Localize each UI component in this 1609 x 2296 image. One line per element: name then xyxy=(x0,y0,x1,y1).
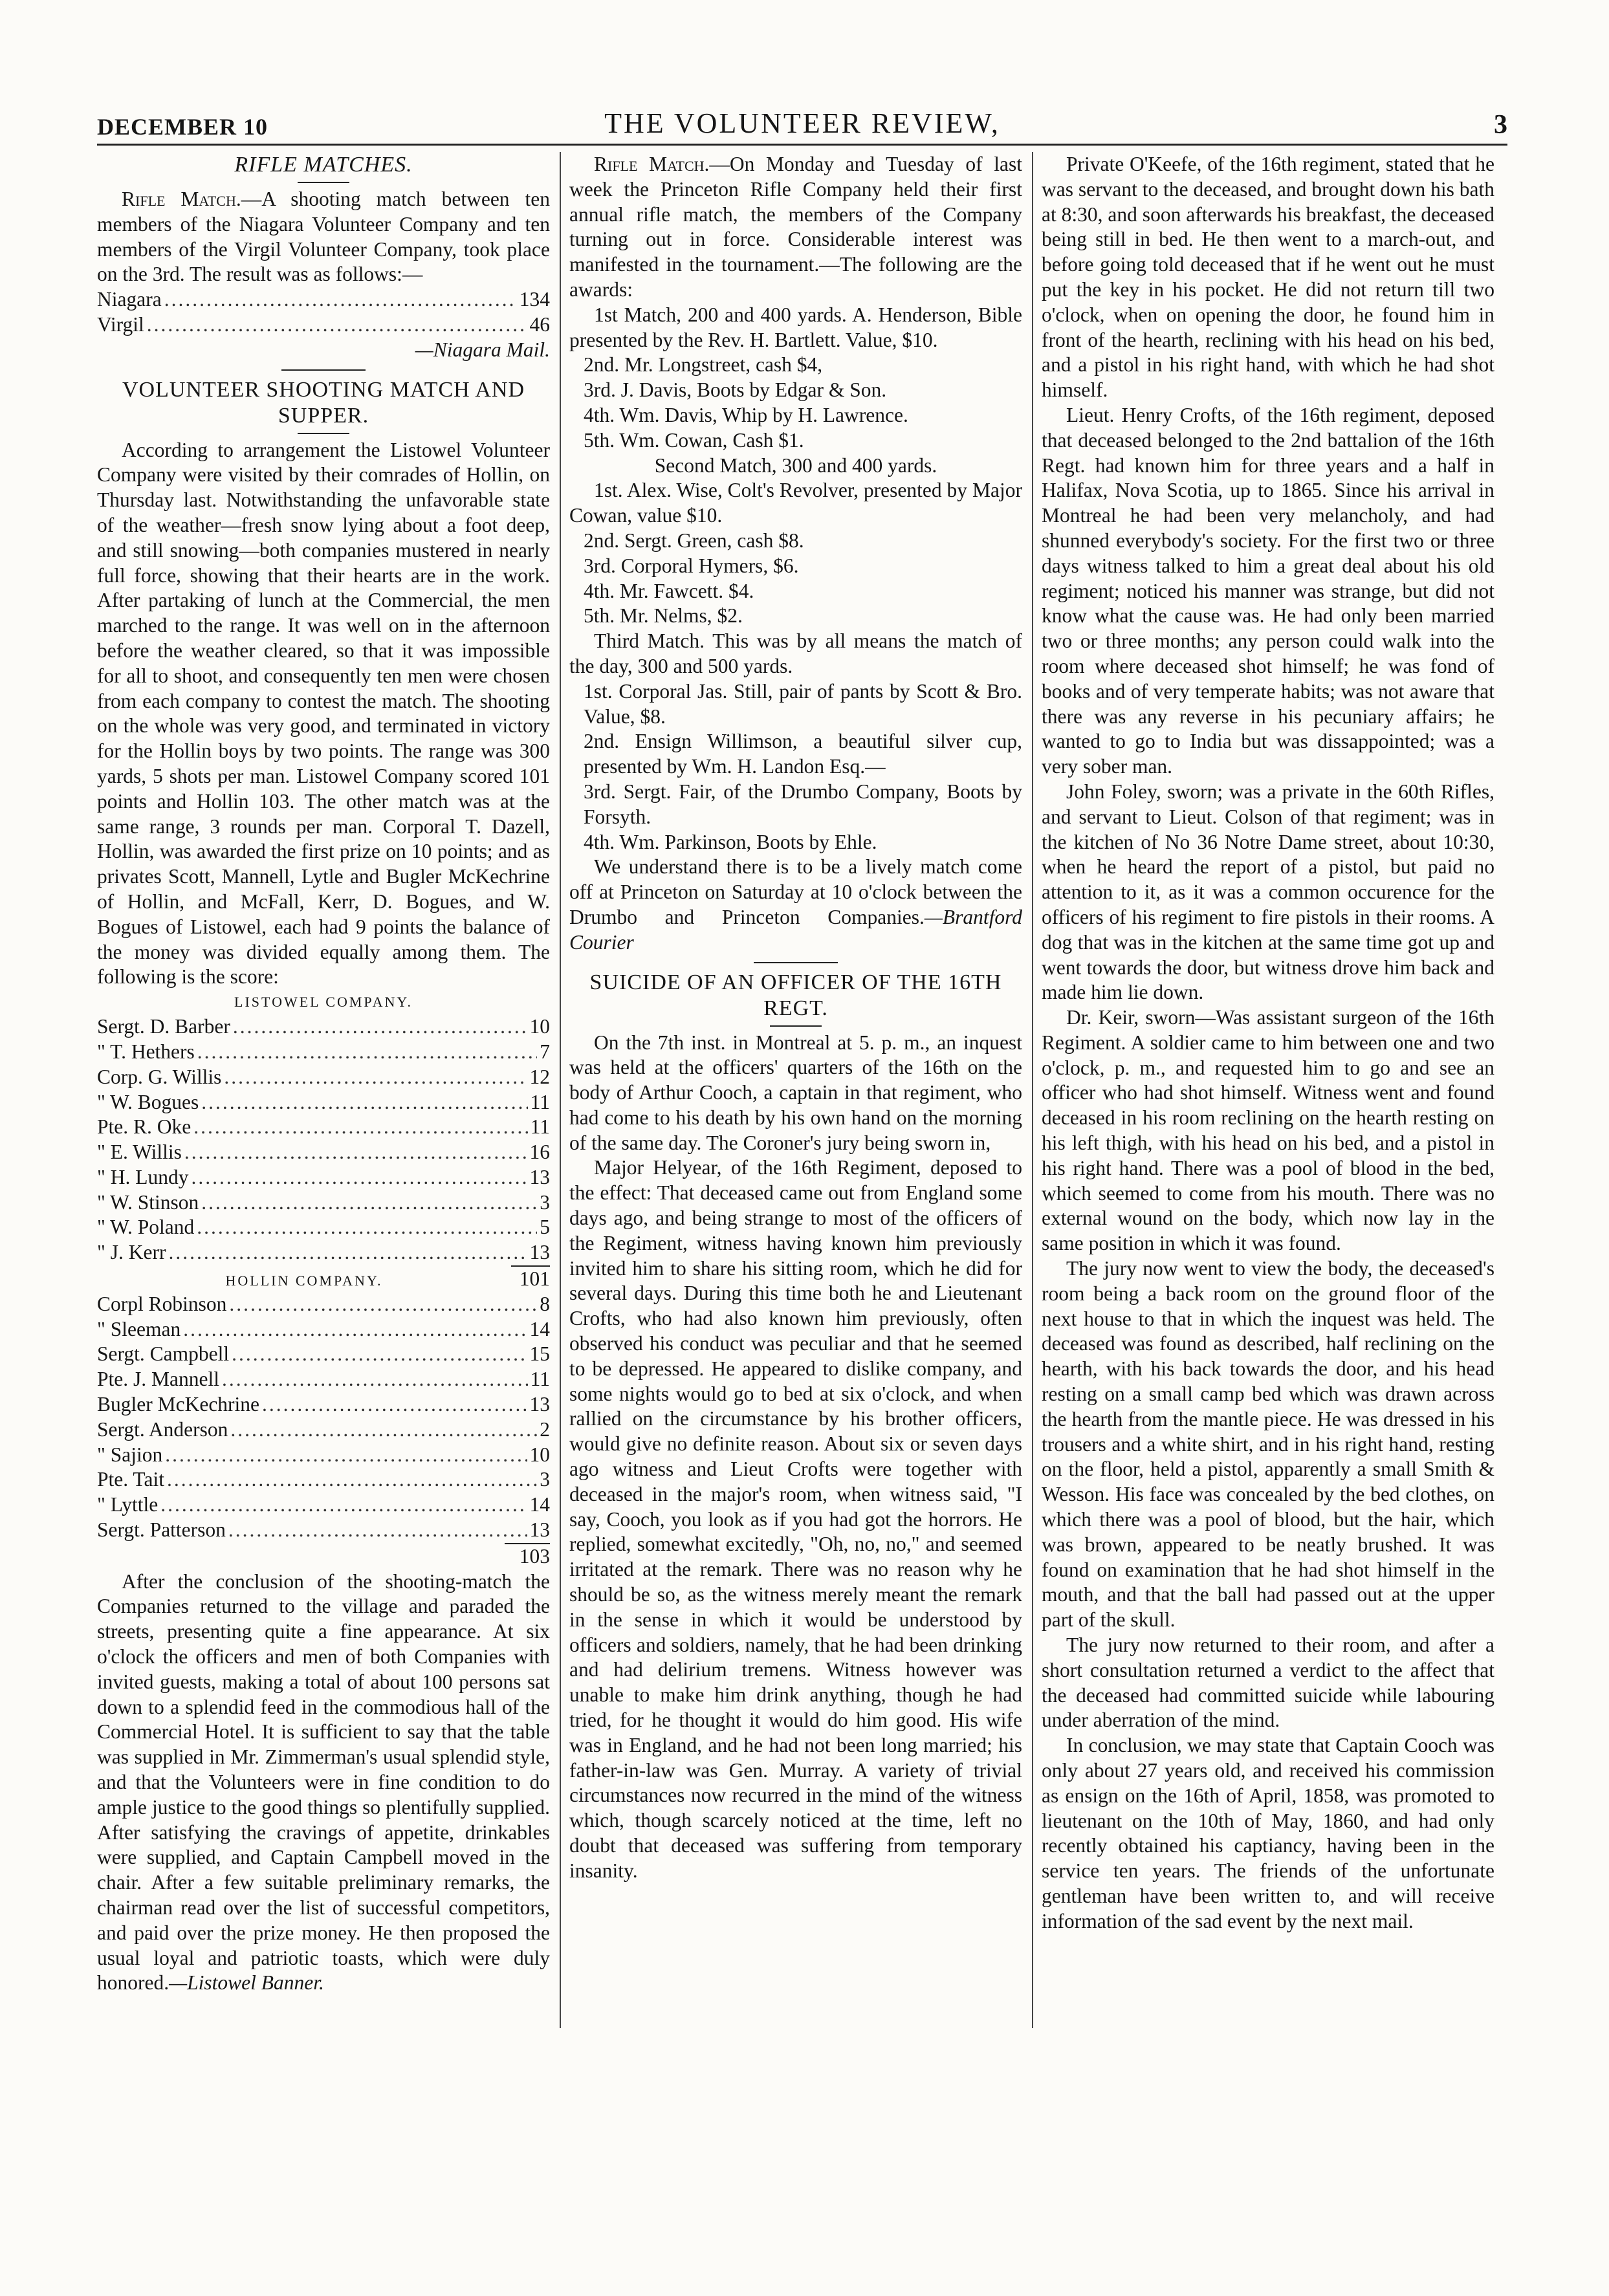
score-name: Corpl Robinson xyxy=(97,1292,227,1315)
score-row xyxy=(97,1014,550,1040)
score-value: 11 xyxy=(530,1115,550,1139)
crofts-testimony: Lieut. Henry Crofts, of the 16th regiment, deposed that deceased belonged to the 2nd battalion of the 16th Regt. had known him for three years and a half in Halifax, Nova Scotia, up to 1865. Since his arrival in Montreal he had been very melancholy, and had shunned everybody's society. For the first two or three days witness talked to him a great deal about his old regiment; noticed his manner was strange, but did not know what the cause was. He had only been married two or three months; any person could walk into the room where deceased shot himself; he was fond of books and of very temperate habits; was not aware that there was any reverse in his pecuniary affairs; he wanted to go to India but was dissappointed; was a very sober man. xyxy=(1042,403,1494,778)
hollin-score-list xyxy=(97,1292,550,1543)
score-value: 11 xyxy=(530,1090,550,1113)
score-name: " Sleeman xyxy=(97,1317,181,1340)
award-line: 2nd. Mr. Longstreet, cash $4, xyxy=(584,353,823,377)
award-line: 4th. Wm. Davis, Whip by H. Lawrence. xyxy=(584,403,908,426)
inquest-paragraph: On the 7th inst. in Montreal at 5. p. m., an inquest was held at the officers' quarters of the 16th on the body of Arthur Cooch, a captain in that regiment, who had come to his death by his own hand on the morning of the same day. The Coroner's jury being sworn in, xyxy=(569,1031,1022,1154)
second-match-heading: Second Match, 300 and 400 yards. xyxy=(654,454,937,477)
score-name: " H. Lundy xyxy=(97,1165,189,1188)
second-match-first-award: 1st. Alex. Wise, Colt's Revolver, presented by Major Cowan, value $10. xyxy=(569,479,1022,527)
third-match-text: Third Match. This was by all means the match of the day, 300 and 500 yards. xyxy=(569,629,1022,677)
score-value: 8 xyxy=(540,1292,550,1315)
score-value: 3 xyxy=(540,1468,550,1491)
score-value: 14 xyxy=(529,1317,550,1340)
score-value: 14 xyxy=(529,1493,550,1516)
award-line: 3rd. Sergt. Fair, of the Drumbo Company, Boots by Forsyth. xyxy=(584,780,1022,828)
hollin-heading-row xyxy=(97,1265,550,1292)
rifle-matches-paragraph xyxy=(97,187,550,287)
source-credit: —Listowel Banner. xyxy=(169,1971,324,1995)
score-name: Pte. Tait xyxy=(97,1468,164,1491)
first-match-awards xyxy=(569,353,1022,453)
award-line: 4th. Wm. Parkinson, Boots by Ehle. xyxy=(584,830,877,853)
award-line: 5th. Mr. Nelms, $2. xyxy=(584,604,743,628)
award-line: 4th. Mr. Fawcett. $4. xyxy=(584,579,754,602)
score-value: 13 xyxy=(529,1518,550,1542)
score-value: 5 xyxy=(540,1216,550,1239)
score-row xyxy=(97,1518,550,1543)
header-rule xyxy=(97,144,1507,146)
paragraph-text: —A shooting match between ten members of the Niagara Volunteer Company and ten members of the Virgil Volunteer Company, took place on the 3rd. The result was as follows:— xyxy=(97,188,550,286)
score-row xyxy=(97,1292,550,1317)
score-value: 13 xyxy=(529,1393,550,1416)
score-row xyxy=(97,1240,550,1265)
column-divider-right xyxy=(1032,152,1033,2028)
column-2 xyxy=(569,152,1022,1884)
score-row xyxy=(97,1215,550,1240)
source-credit: —Niagara Mail. xyxy=(415,338,550,361)
award-line: 5th. Wm. Cowan, Cash $1. xyxy=(584,428,804,452)
shooting-match-paragraph: According to arrangement the Listowel Volunteer Company were visited by their comrades of Hollin, on Thursday last. Notwithstanding the unfavorable state of the weather—fresh snow lying about a foot deep, and still snowing—both companies mustered in nearly full force, showing that their hearts are in the work. After partaking of lunch at the Commercial, the men marched to the range. It was well on in the afternoon before the weather cleared, so that it was impossible for all to shoot, and consequently ten men were chosen from each company to contest the match. The shooting on the whole was very good, and terminated in victory for the Hollin boys by two points. The range was 300 yards, 5 shots per man. Listowel Company scored 101 points and Hollin 103. The other match was at the same range, 3 rounds per man. Corporal T. Dazell, Hollin, was awarded the first prize on 10 points; and as privates Scott, Mannell, Lytle and Bugler McKechrine of Hollin, and McFall, Kerr, D. Bogues, and W. Bogues of Listowel, each had 9 points the balance of the money was divided equally among them. The following is the score: xyxy=(97,438,550,989)
score-name: Sergt. Patterson xyxy=(97,1518,226,1542)
third-match-awards xyxy=(569,679,1022,855)
award-line: 1st. Corporal Jas. Still, pair of pants by Scott & Bro. Value, $8. xyxy=(584,679,1022,728)
score-name: " Sajion xyxy=(97,1443,163,1466)
foley-testimony: John Foley, sworn; was a private in the 60th Rifles, and servant to Lieut. Colson of that regiment; was in the kitchen of No 36 Notre Dame street, about 10:30, when he heard the report of a pistol, but paid no attention to it, as it was a common occurence for the officers of his regiment to fire pistols in their rooms. A dog that was in the kitchen at the same time got up and went towards the door, but witness drove him back and made him lie down. xyxy=(1042,780,1494,1004)
column-3 xyxy=(1042,152,1494,1934)
helyear-testimony: Major Helyear, of the 16th Regiment, deposed to the effect: That deceased came out from England some days ago, and being strange to most of the officers of the Regiment, witness having known him previously invited him to share his sitting room, which he did for several days. During this time both he and Lieutenant Crofts, who had also known him previously, often observed his conduct was peculiar and that he seemed to be depressed. He appeared to dislike company, and some nights would go to bed at six o'clock, and when rallied on the circumstance by his brother officers, would give no definite reason. About six or seven days ago witness and Lieut Crofts were together with deceased in the major's room, when witness said, "I say, Cooch, you look as if you had got the horrors. He replied, somewhat excitedly, "Oh, no, no," and seemed irritated at the remark. There was no reason why he should be so, as the witness merely meant the remark in the sense in which it would be understood by officers and soldiers, namely, that he had been drinking and had delirium tremens. Witness however was unable to make him drink anything, though he had tried, for he thought it would do him good. His wife was in England, and he had not been long married; his father-in-law was Gen. Murray. A variety of trivial circumstances now recurred in the mind of the witness which, though scarcely noticed at the time, left no doubt that deceased was suffering from temporary insanity. xyxy=(569,1156,1022,1882)
verdict-paragraph: The jury now returned to their room, and after a short consultation returned a verdict to the affect that the deceased had committed suicide while labouring under aberration of the mind. xyxy=(1042,1634,1494,1732)
score-row xyxy=(97,1443,550,1468)
score-name: Corp. G. Willis xyxy=(97,1065,222,1088)
score-name: " E. Willis xyxy=(97,1141,182,1164)
score-row xyxy=(97,1040,550,1065)
column-divider-left xyxy=(560,152,561,2028)
score-row xyxy=(97,1065,550,1090)
listowel-score-list xyxy=(97,1014,550,1265)
first-match-award: 1st Match, 200 and 400 yards. A. Henderson, Bible presented by the Rev. H. Bartlett. Value, $10. xyxy=(569,303,1022,351)
score-name: " W. Poland xyxy=(97,1216,195,1239)
score-name: Bugler McKechrine xyxy=(97,1393,260,1416)
publication-title: THE VOLUNTEER REVIEW, xyxy=(604,107,1000,139)
score-name: " T. Hethers xyxy=(97,1040,195,1063)
score-value: 3 xyxy=(540,1190,550,1214)
award-line: 2nd. Sergt. Green, cash $8. xyxy=(584,529,804,552)
score-row xyxy=(97,1190,550,1216)
score-name: " J. Kerr xyxy=(97,1241,166,1264)
score-name: Sergt. D. Barber xyxy=(97,1015,230,1038)
second-match-awards xyxy=(569,529,1022,629)
score-row: Niagara ..... 134 xyxy=(97,287,550,312)
score-row xyxy=(97,1140,550,1165)
award-line: 3rd. Corporal Hymers, $6. xyxy=(584,554,799,577)
shooting-match-heading: VOLUNTEER SHOOTING MATCH AND SUPPER. xyxy=(122,377,525,428)
keir-testimony: Dr. Keir, sworn—Was assistant surgeon of the 16th Regiment. A soldier came to him between one and two o'clock, p. m., and requested him to go and see an officer who had shot himself. Witness went and found deceased in his room reclining on the hearth resting on his left thigh, with his head on his bed, and a pistol in his right hand. There was a pool of blood in the bed, which seemed to come from his mouth. There was no external wound on the body, which now lay in the same position in which it was found. xyxy=(1042,1006,1494,1255)
score-row: Virgil ..... 46 xyxy=(97,312,550,338)
score-row xyxy=(97,1165,550,1190)
score-row xyxy=(97,1115,550,1140)
score-name: Pte. R. Oke xyxy=(97,1115,192,1139)
separator xyxy=(298,182,349,183)
jury-view-paragraph: The jury now went to view the body, the deceased's room being a back room on the ground floor of the next house to that in which the inquest was held. The deceased was found as described, half reclining on the hearth, with his back towards the door, and his head resting on a small camp bed which was drawn across the hearth from the mantle piece. He was dressed in his trousers and a white shirt, and in his right hand, resting on the floor, held a pistol, apparently a small Smith & Wesson. His face was concealed by the bed clothes, on which there was a pool of blood, but the hair, which was brown, appeared to be neatly brushed. It was found on examination that he had shot himself in the mouth, and that the ball had passed out at the upper part of the skull. xyxy=(1042,1257,1494,1632)
page-header xyxy=(97,107,1507,146)
rifle-matches-heading: RIFLE MATCHES. xyxy=(234,153,413,177)
closing-paragraph: We understand there is to be a lively match come off at Princeton on Saturday at 10 o'clock between the Drumbo and Princeton Companies.—Brantford Courier xyxy=(569,855,1022,954)
score-value: 10 xyxy=(529,1443,550,1466)
score-row xyxy=(97,1090,550,1115)
score-value: 13 xyxy=(529,1165,550,1188)
source-credit: —Brantford Courier xyxy=(569,905,1022,954)
score-row xyxy=(97,1342,550,1367)
score-name: Sergt. Anderson xyxy=(97,1417,228,1441)
score-row xyxy=(97,1317,550,1342)
score-row xyxy=(97,1367,550,1392)
separator xyxy=(281,369,366,371)
conclusion-paragraph: In conclusion, we may state that Captain Cooch was only about 27 years old, and received his commission as ensign on the 16th of April, 1858, was promoted to lieutenant on the 10th of May, 1860, and had only recently obtained his captiancy, having been in the service ten years. The friends of the unfortunate gentleman have been written to, and will receive information of the sad event by the next mail. xyxy=(1042,1734,1494,1932)
score-name: " Lyttle xyxy=(97,1493,159,1516)
issue-date: DECEMBER 10 xyxy=(97,114,268,140)
hollin-total: 103 xyxy=(505,1543,550,1569)
listowel-company-heading: LISTOWEL COMPANY. xyxy=(234,994,413,1011)
supper-paragraph: After the conclusion of the shooting-match the Companies returned to the village and paraded the streets, presenting quite a fine appearance. At six o'clock the officers and men of both Companies with invited guests, making a total of about 100 persons sat down to a splendid feed in the commodious hall of the Commercial Hotel. It is sufficient to say that the table was supplied in Mr. Zimmerman's usual splendid style, and that the Volunteers were in fine condition to do ample justice to the good things so plentifully supplied. After satisfying the cravings of appetite, drinkables were supplied, and Captain Campbell moved in the chair. After a few suitable preliminary remarks, the chairman read over the list of successful competitors, and paid over the prize money. He then proposed the usual loyal and patriotic toasts, which were duly honored.—Listowel Banner. xyxy=(97,1569,550,1995)
score-value: 10 xyxy=(529,1015,550,1038)
score-value: 13 xyxy=(529,1241,550,1264)
score-row xyxy=(97,1467,550,1492)
score-name: Pte. J. Mannell xyxy=(97,1368,219,1391)
score-value: 2 xyxy=(540,1417,550,1441)
award-line: 2nd. Ensign Willimson, a beautiful silver cup, presented by Wm. H. Landon Esq.— xyxy=(584,730,1022,778)
run-in-head: Rifle Match. xyxy=(594,153,710,175)
run-in-head: Rifle Match. xyxy=(122,188,241,210)
princeton-match-paragraph: Rifle Match.—On Monday and Tuesday of last week the Princeton Rifle Company held their first annual rifle match, the members of the Company turning out in force. Considerable interest was manifested in the tournament.—The following are the awards: xyxy=(569,153,1022,301)
hollin-company-heading: HOLLIN COMPANY. xyxy=(225,1273,383,1289)
score-value: 11 xyxy=(530,1368,550,1391)
score-name: " W. Bogues xyxy=(97,1090,199,1113)
score-name: " W. Stinson xyxy=(97,1190,199,1214)
separator xyxy=(754,962,838,963)
award-line: 3rd. J. Davis, Boots by Edgar & Son. xyxy=(584,378,887,402)
listowel-total: 101 xyxy=(511,1265,550,1292)
column-1 xyxy=(97,152,550,1996)
score-row xyxy=(97,1417,550,1443)
score-value: 7 xyxy=(540,1040,550,1063)
separator xyxy=(298,433,349,434)
okeefe-testimony: Private O'Keefe, of the 16th regiment, stated that he was servant to the deceased, and brought down his bath at 8:30, and soon afterwards his breakfast, the deceased being still in bed. He then went to a march-out, and before going told deceased that if he went out he must put the key in his pocket. He did not return till two o'clock, when on opening the door, he found him in front of the hearth, reclining with his head on his bed, and a pistol in his right hand, with which he had shot himself. xyxy=(1042,153,1494,402)
score-row xyxy=(97,1392,550,1417)
score-name: Sergt. Campbell xyxy=(97,1342,230,1366)
page-number: 3 xyxy=(1494,110,1507,140)
separator xyxy=(770,1025,822,1027)
score-value: 12 xyxy=(529,1065,550,1088)
score-value: 15 xyxy=(529,1342,550,1366)
score-value: 16 xyxy=(529,1141,550,1164)
suicide-heading: SUICIDE OF AN OFFICER OF THE 16TH REGT. xyxy=(589,970,1002,1020)
score-row xyxy=(97,1492,550,1518)
